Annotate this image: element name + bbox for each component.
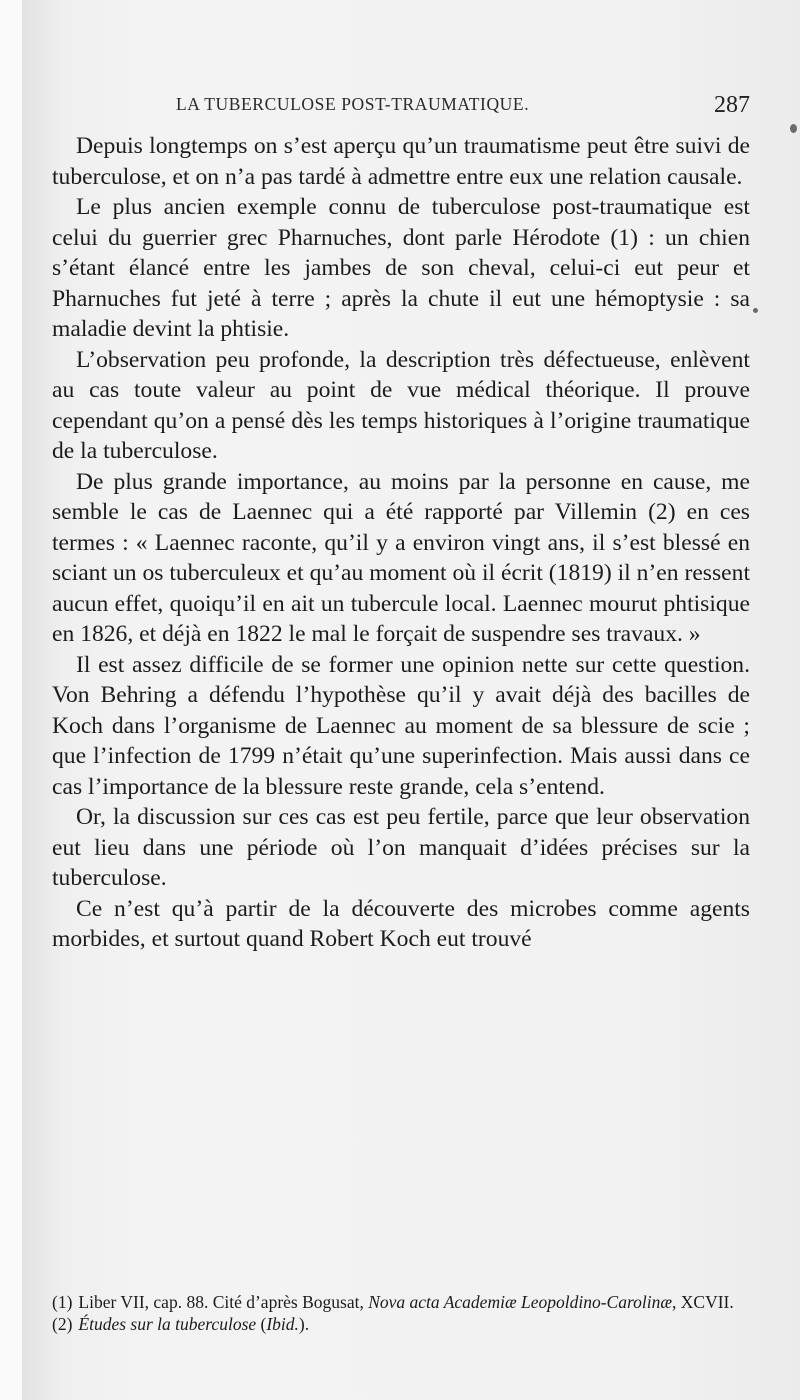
footnote-text: ( bbox=[256, 1313, 267, 1334]
footnote-number: (2) bbox=[52, 1313, 73, 1334]
footnote-ibid: Ibid. bbox=[266, 1313, 299, 1334]
paragraph: Ce n’est qu’à partir de la découverte des microbes comme agents morbides, et surtout quand Robert Koch eut trouvé bbox=[52, 895, 750, 952]
paragraph: De plus grande importance, au moins par la personne en cause, me semble le cas de Laennec qui a été rapporté par Villemin (2) en ces termes : « Laennec raconte, qu’il y a environ vingt ans, il s’est blessé en sciant un os tuberculeux et qu’au moment où il écrit (1819) il n’en ressent aucun effet, quoiqu’il en ait un tubercule local. Laennec mourut phtisique en 1826, et déjà en 1822 le mal le forçait de suspendre ses travaux. » bbox=[52, 468, 750, 647]
print-speck bbox=[790, 124, 797, 133]
paragraph: Il est assez difficile de se former une opinion nette sur cette question. Von Behring a défendu l’hypothèse qu’il y avait déjà des bacilles de Koch dans l’organisme de Laennec au moment de sa blessure de scie ; que l’infection de 1799 n’était qu’une superinfection. Mais aussi dans ce cas l’importance de la blessure reste grande, cela s’entend. bbox=[52, 651, 750, 800]
footnote-1 bbox=[52, 1292, 752, 1314]
page-margin bbox=[0, 0, 22, 1400]
body-text bbox=[52, 131, 750, 955]
print-speck bbox=[753, 308, 758, 313]
footnote-text: , XCVII. bbox=[672, 1292, 734, 1312]
running-title: LA TUBERCULOSE POST-TRAUMATIQUE. bbox=[176, 94, 530, 114]
paragraph: Depuis longtemps on s’est aperçu qu’un traumatisme peut être suivi de tuberculose, et on n’a pas tardé à admettre entre eux une relation causale. bbox=[52, 133, 750, 190]
paragraph: Or, la discussion sur ces cas est peu fertile, parce que leur observation eut lieu dans une période où l’on manquait d’idées précises sur la tuberculose. bbox=[52, 804, 750, 891]
footnote-text: Liber VII, cap. 88. Cité d’après Bogusat, bbox=[78, 1292, 369, 1312]
page-number: 287 bbox=[714, 92, 750, 118]
footnote-journal-title: Nova acta Academiæ Leopoldino-Carolinæ bbox=[368, 1292, 673, 1312]
footnote-2 bbox=[52, 1314, 752, 1336]
footnotes bbox=[52, 1292, 752, 1335]
page-header bbox=[176, 92, 750, 120]
footnote-book-title: Études sur la tuberculose bbox=[78, 1313, 257, 1334]
paragraph: Le plus ancien exemple connu de tuberculose post-traumatique est celui du guerrier grec Pharnuches, dont parle Hérodote (1) : un chien s’étant élancé entre les jambes de son cheval, celui-ci eut peur et Pharnuches fut jeté à terre ; après la chute il eut une hémoptysie : sa maladie devint la phtisie. bbox=[52, 194, 750, 342]
footnote-text: ). bbox=[298, 1313, 310, 1334]
footnote-number: (1) bbox=[52, 1292, 73, 1312]
paragraph: L’observation peu profonde, la description très défectueuse, enlèvent au cas toute valeur au point de vue médical théorique. Il prouve cependant qu’on a pensé dès les temps historiques à l’origine traumatique de la tuberculose. bbox=[52, 346, 750, 464]
